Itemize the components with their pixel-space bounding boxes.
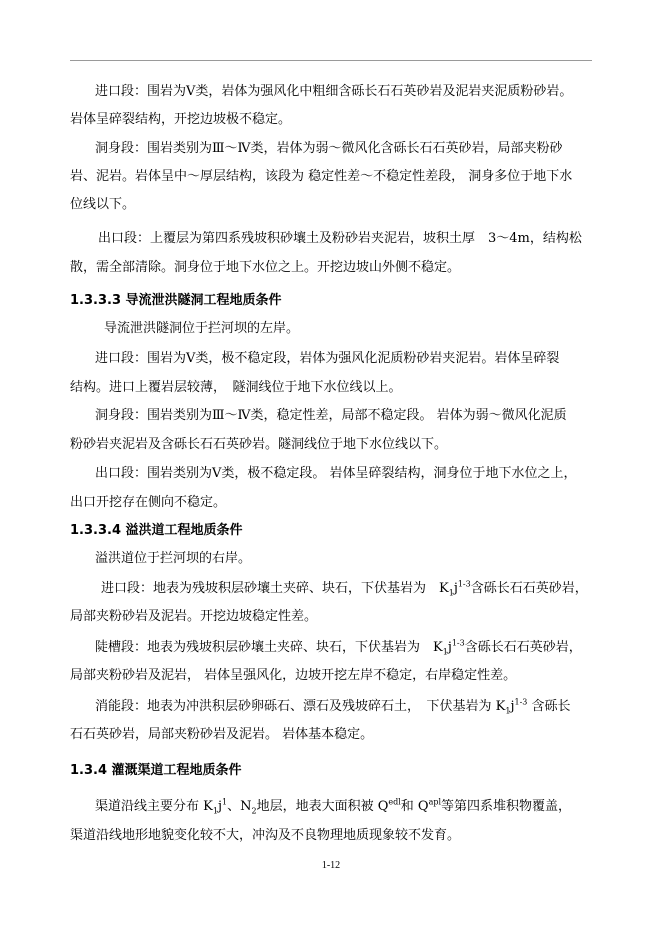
header-rule: [70, 60, 592, 61]
s134-para1-line1: 渠道沿线主要分布 $K_1j^1$、$N_2$地层，地表大面积被 $Q^{edl}$和 $Q^{apl}$等第四系堆积物覆盖，: [95, 797, 572, 816]
s1334-intro: 溢洪道位于拦河坝的右岸。: [95, 551, 252, 566]
s1333-para3-line1: 出口段：围岩类别为Ⅴ类，极不稳定段。 岩体呈碎裂结构，洞身位于地下水位之上，: [95, 466, 577, 481]
intro-para3-line2: 散，需全部清除。洞身位于地下水位之上。开挖边坡山外侧不稳定。: [70, 260, 461, 275]
s1334-para1-line2: 局部夹粉砂岩及泥岩。开挖边坡稳定性差。: [70, 609, 318, 624]
section-heading-134: 1.3.4 灌溉渠道工程地质条件: [70, 763, 242, 778]
s1333-para3-line2: 出口开挖存在侧向不稳定。: [70, 495, 227, 510]
s1333-para1-line2: 结构。进口上覆岩层较薄， 隧洞线位于地下水位线以上。: [70, 380, 402, 395]
intro-para1-line1: 进口段：围岩为Ⅴ类，岩体为强风化中粗细含砾长石石英砂岩及泥岩夹泥质粉砂岩。: [95, 84, 573, 99]
s1333-para2-line1: 洞身段：围岩类别为Ⅲ～Ⅳ类，稳定性差，局部不稳定段。 岩体为弱～微风化泥质: [95, 408, 567, 423]
s1334-para2-line1: 陡槽段：地表为残坡积层砂壤土夹碎、块石，下伏基岩为 $K_1j^{1-3}$含砾长石石英砂岩，: [95, 638, 582, 657]
intro-para2-line3: 位线以下。: [70, 197, 136, 212]
s1334-para2-line2: 局部夹粉砂岩及泥岩， 岩体呈强风化，边坡开挖左岸不稳定，右岸稳定性差。: [70, 668, 517, 683]
page-number: 1-12: [321, 860, 341, 871]
s1334-para3-line2: 石石英砂岩，局部夹粉砂岩及泥岩。 岩体基本稳定。: [70, 727, 374, 742]
s1334-para3-line1: 消能段：地表为冲洪积层砂卵砾石、漂石及残坡碎石土， 下伏基岩为 $K_1j^{1-3}$ 含砾长: [95, 697, 571, 716]
intro-para1-line2: 岩体呈碎裂结构，开挖边坡极不稳定。: [70, 112, 292, 127]
s1333-para2-line2: 粉砂岩夹泥岩及含砾长石石英砂岩。隧洞线位于地下水位线以下。: [70, 437, 448, 452]
intro-para3-line1: 出口段：上覆层为第四系残坡积砂壤土及粉砂岩夹泥岩，坡积土厚 3～4m，结构松: [98, 231, 582, 246]
s1334-para1-line1: 进口段：地表为残坡积层砂壤土夹碎、块石，下伏基岩为 $K_1j^{1-3}$含砾长石石英砂岩，: [101, 579, 588, 598]
s1333-para1-line1: 进口段：围岩为Ⅴ类，极不稳定段，岩体为强风化泥质粉砂岩夹泥岩。岩体呈碎裂: [95, 351, 560, 366]
section-heading-1333: 1.3.3.3 导流泄洪隧洞工程地质条件: [70, 293, 282, 308]
intro-para2-line2: 岩、泥岩。岩体呈中～厚层结构，该段为 稳定性差～不稳定性差段， 洞身多位于地下水: [70, 169, 573, 184]
s134-para1-line2: 渠道沿线地形地貌变化较不大，冲沟及不良物理地质现象较不发育。: [70, 828, 461, 843]
section-heading-1334: 1.3.3.4 溢洪道工程地质条件: [70, 523, 243, 538]
s1333-intro: 导流泄洪隧洞位于拦河坝的左岸。: [104, 321, 300, 336]
intro-para2-line1: 洞身段：围岩类别为Ⅲ～Ⅳ类，岩体为弱～微风化含砾长石石英砂岩，局部夹粉砂: [95, 141, 563, 156]
